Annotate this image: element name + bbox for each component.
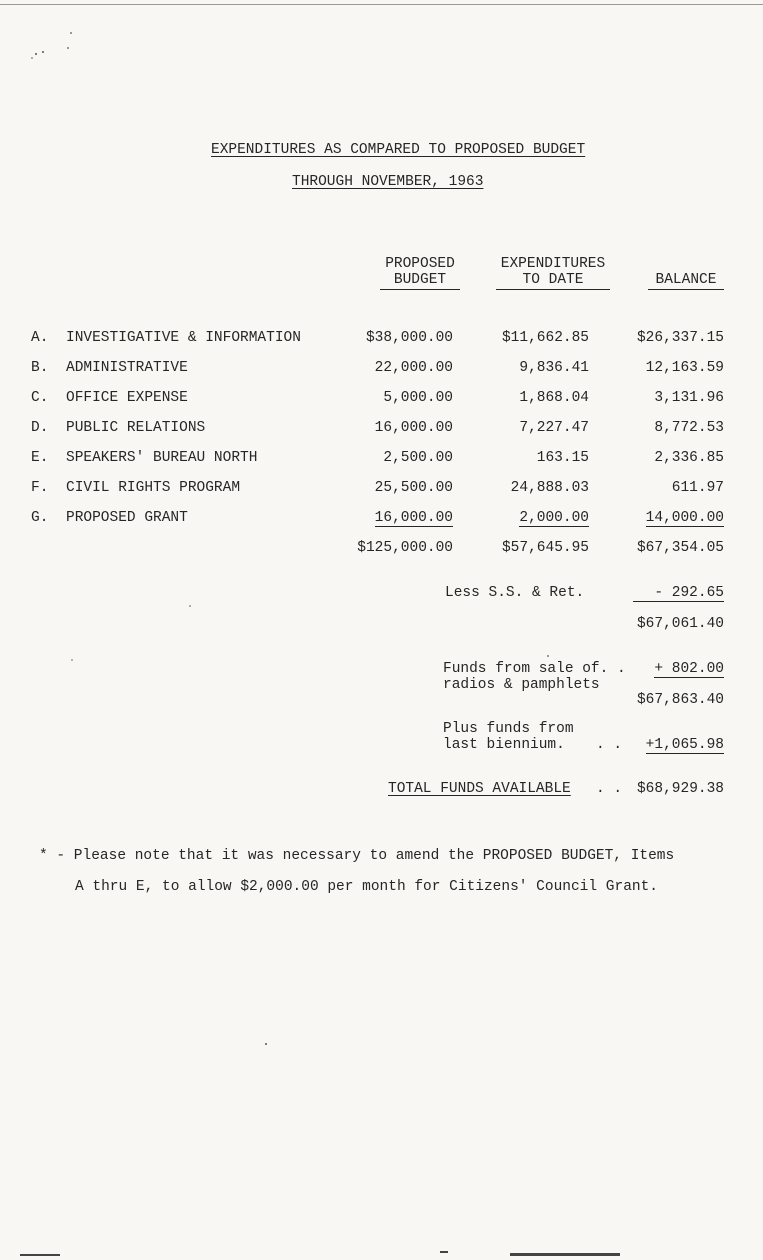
row-balance: 3,131.96 xyxy=(654,390,724,406)
biennium-dots: . . xyxy=(596,737,623,753)
row-expenditures: $11,662.85 xyxy=(501,330,589,346)
row-item: PUBLIC RELATIONS xyxy=(66,420,206,436)
less-value: - 292.65 xyxy=(633,585,724,602)
row-expenditures: 9,836.41 xyxy=(519,360,589,376)
table-row xyxy=(0,420,763,440)
row-balance: 2,336.85 xyxy=(654,450,724,466)
header-exp-line2: TO DATE xyxy=(496,272,610,290)
page-subtitle: THROUGH NOVEMBER, 1963 xyxy=(292,174,484,190)
totals-row xyxy=(0,540,763,560)
row-letter: F. xyxy=(31,480,49,496)
header-proposed-budget xyxy=(380,256,460,290)
row-balance: 14,000.00 xyxy=(645,510,724,526)
header-expenditures xyxy=(496,256,610,290)
row-letter: B. xyxy=(31,360,49,376)
footnote-line2: A thru E, to allow $2,000.00 per month for Citizens' Council Grant. xyxy=(75,879,658,895)
footnote-line1: * - Please note that it was necessary to amend the PROPOSED BUDGET, Items xyxy=(39,848,675,864)
row-budget: 25,500.00 xyxy=(374,480,453,496)
row-letter: E. xyxy=(31,450,49,466)
biennium-label-line2: last biennium. xyxy=(443,737,565,753)
total-budget: $125,000.00 xyxy=(357,540,453,556)
table-row xyxy=(0,360,763,380)
row-letter: C. xyxy=(31,390,49,406)
page-title: EXPENDITURES AS COMPARED TO PROPOSED BUDGET xyxy=(211,142,586,158)
row-letter: D. xyxy=(31,420,49,436)
row-item: INVESTIGATIVE & INFORMATION xyxy=(66,330,301,346)
sale-label-line1: Funds from sale of. . xyxy=(443,661,626,677)
header-budget-line2: BUDGET xyxy=(380,272,460,290)
row-item: OFFICE EXPENSE xyxy=(66,390,188,406)
row-item: PROPOSED GRANT xyxy=(66,510,188,526)
row-budget: 2,500.00 xyxy=(383,450,453,466)
row-expenditures: 7,227.47 xyxy=(519,420,589,436)
table-row xyxy=(0,450,763,470)
table-row xyxy=(0,330,763,350)
total-funds-label: TOTAL FUNDS AVAILABLE xyxy=(388,781,571,797)
row-balance: 12,163.59 xyxy=(645,360,724,376)
row-expenditures: 1,868.04 xyxy=(519,390,589,406)
row-balance: 8,772.53 xyxy=(654,420,724,436)
row-letter: A. xyxy=(31,330,49,346)
total-funds-value: $68,929.38 xyxy=(636,781,724,797)
table-row xyxy=(0,510,763,530)
row-budget: 16,000.00 xyxy=(374,510,453,526)
row-budget: 22,000.00 xyxy=(374,360,453,376)
total-balance: $67,354.05 xyxy=(636,540,724,556)
row-expenditures: 24,888.03 xyxy=(510,480,589,496)
row-expenditures: 163.15 xyxy=(536,450,589,466)
less-label: Less S.S. & Ret. xyxy=(445,585,585,601)
header-budget-line1: PROPOSED xyxy=(385,256,455,272)
row-balance: $26,337.15 xyxy=(636,330,724,346)
row-item: ADMINISTRATIVE xyxy=(66,360,188,376)
biennium-label-line1: Plus funds from xyxy=(443,721,574,737)
row-budget: 5,000.00 xyxy=(383,390,453,406)
subtotal-2: $67,863.40 xyxy=(636,692,724,708)
table-row xyxy=(0,480,763,500)
sale-value: + 802.00 xyxy=(654,661,724,677)
table-row xyxy=(0,390,763,410)
sale-label-line2: radios & pamphlets xyxy=(443,677,600,693)
biennium-value: +1,065.98 xyxy=(645,737,724,753)
row-item: CIVIL RIGHTS PROGRAM xyxy=(66,480,241,496)
header-balance: BALANCE xyxy=(648,272,724,290)
header-exp-line1: EXPENDITURES xyxy=(500,256,606,272)
subtotal-1: $67,061.40 xyxy=(636,616,724,632)
row-letter: G. xyxy=(31,510,49,526)
row-expenditures: 2,000.00 xyxy=(519,510,589,526)
total-expenditures: $57,645.95 xyxy=(501,540,589,556)
row-budget: 16,000.00 xyxy=(374,420,453,436)
row-item: SPEAKERS' BUREAU NORTH xyxy=(66,450,258,466)
row-balance: 611.97 xyxy=(671,480,724,496)
row-budget: $38,000.00 xyxy=(365,330,453,346)
total-funds-dots: . . xyxy=(596,781,623,797)
